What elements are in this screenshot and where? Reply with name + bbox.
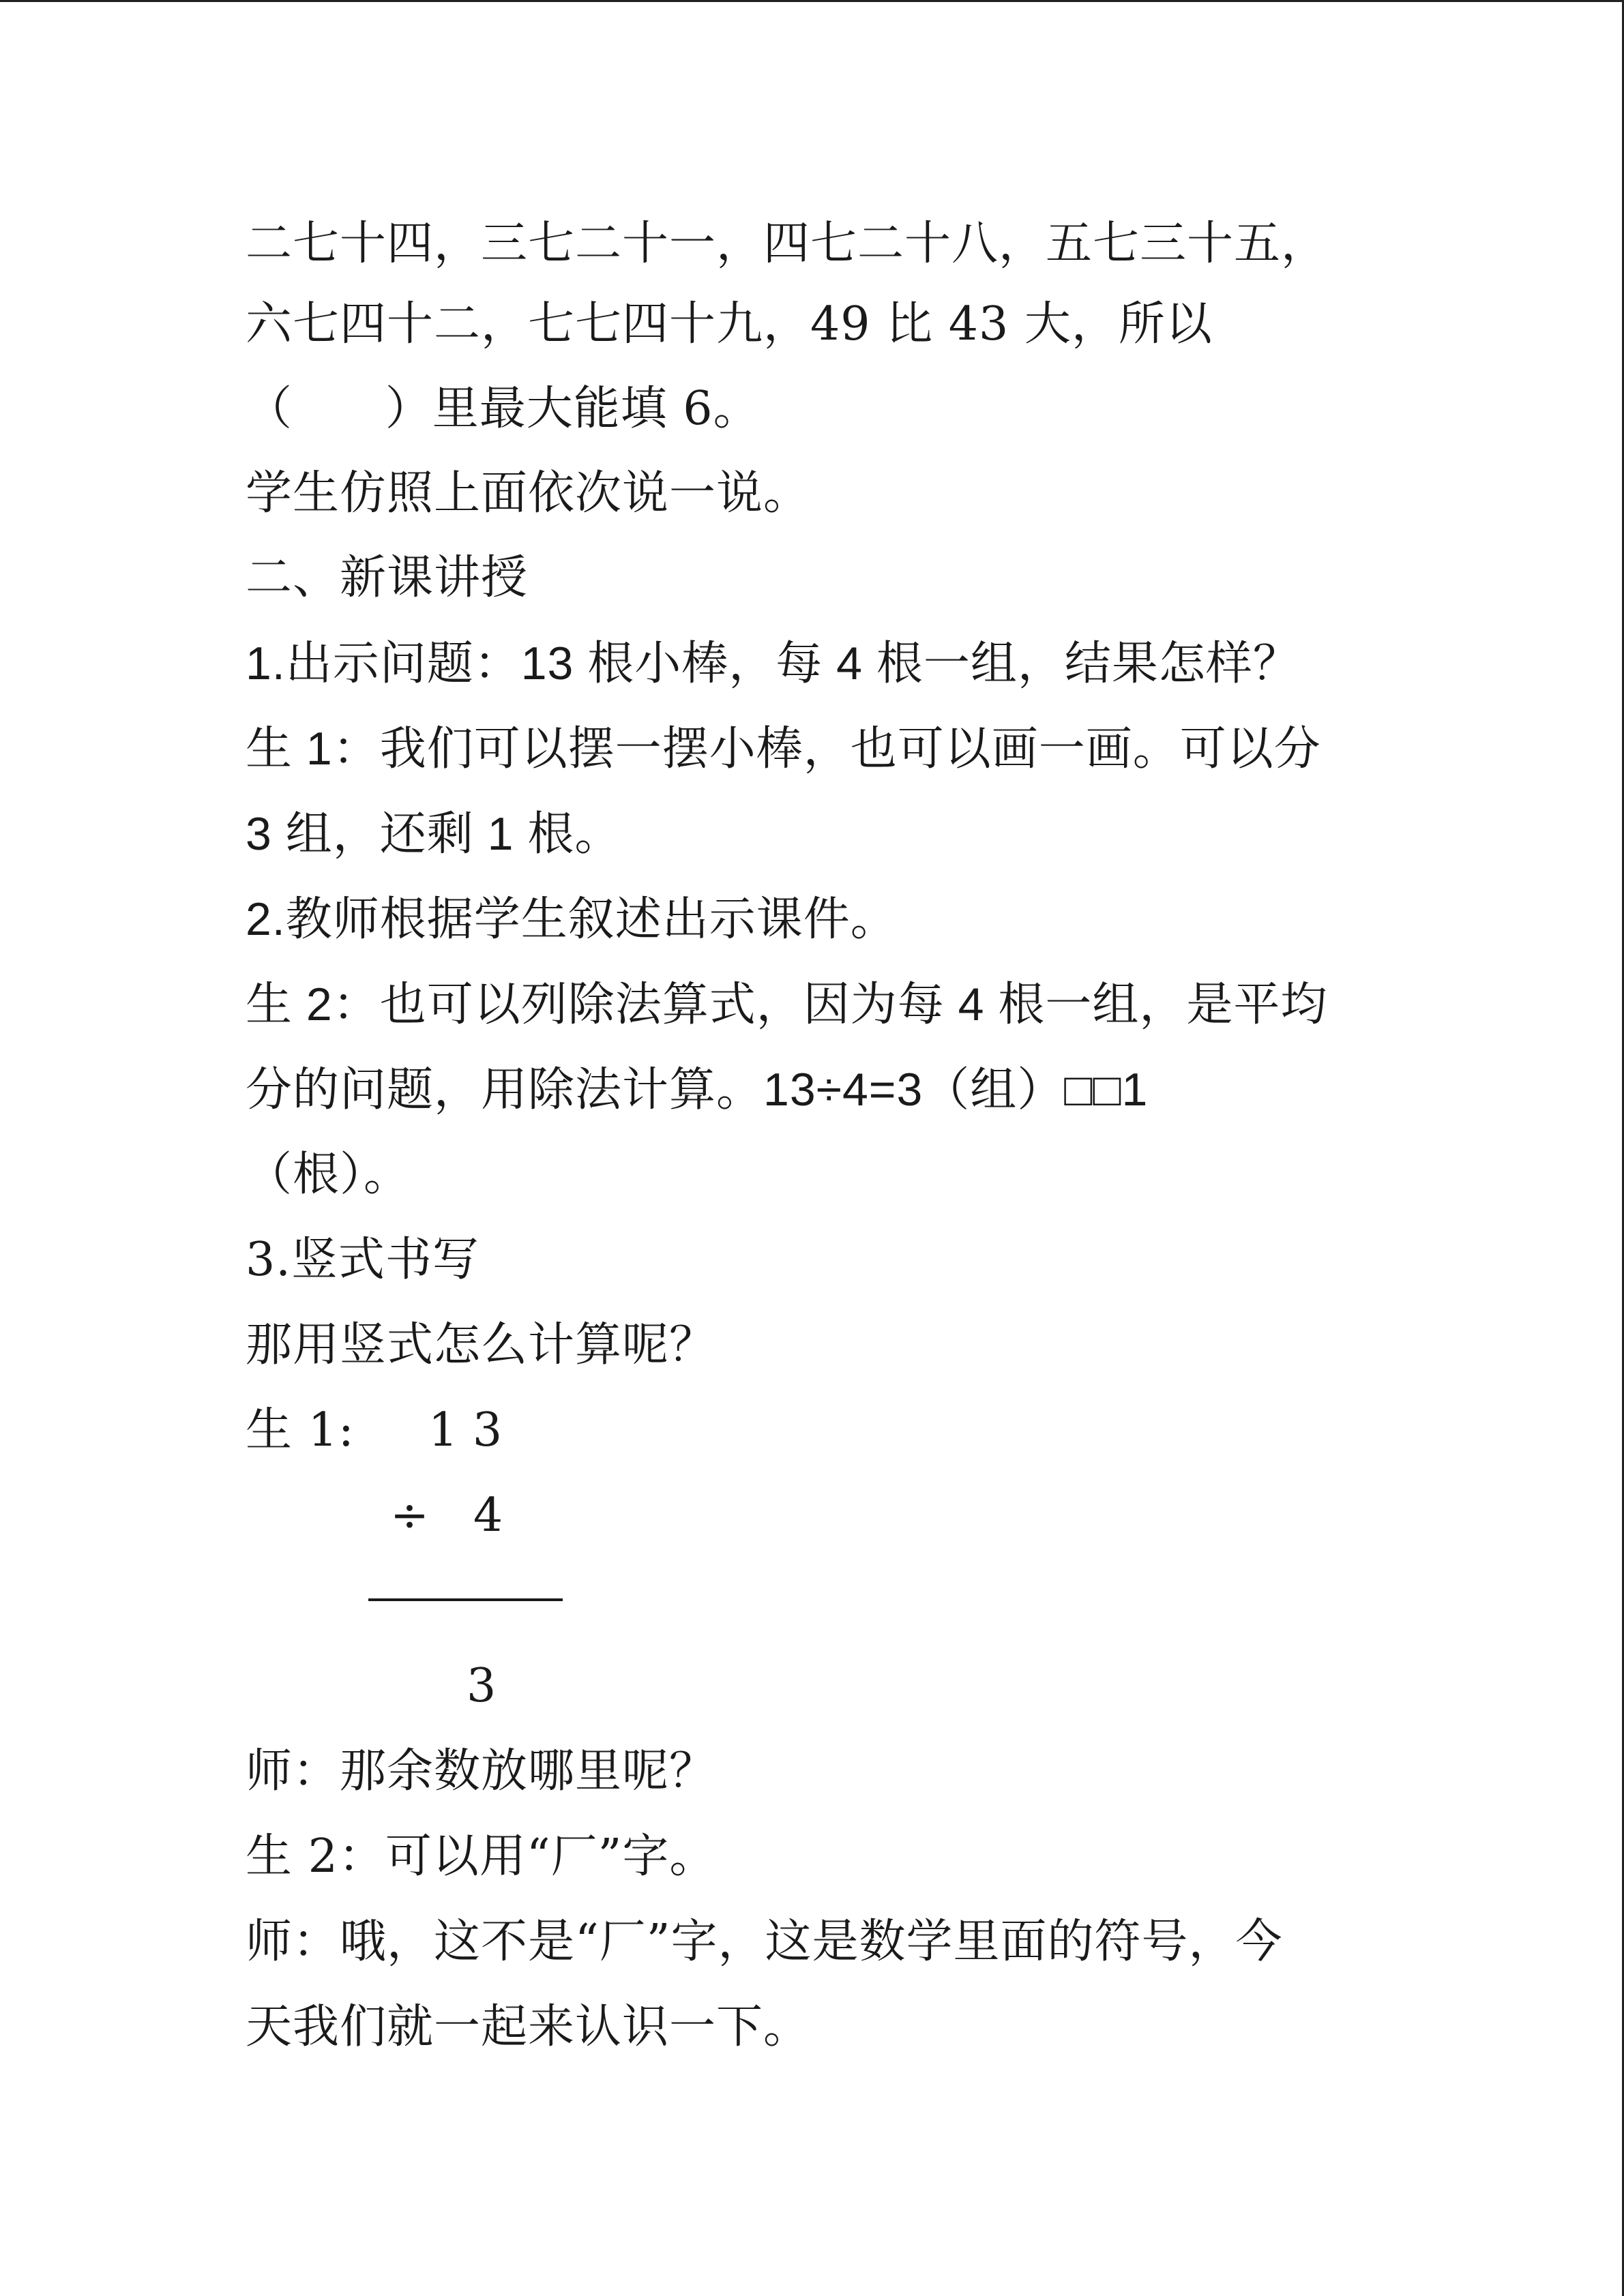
- section-heading: 二、新课讲授: [246, 551, 529, 605]
- text-line-17: 生 2：可以用“厂”字。: [246, 1830, 717, 1883]
- division-divisor: ÷ 4: [390, 1489, 503, 1542]
- text-line-10: 生 2：也可以列除法算式，因为每 4 根一组，是平均: [246, 979, 1328, 1030]
- text-line-14: 那用竖式怎么计算呢？: [246, 1318, 717, 1372]
- text-line-9: 2.教师根据学生叙述出示课件。: [246, 893, 898, 945]
- subsection-heading: 3.竖式书写: [246, 1233, 479, 1287]
- text-line-7: 生 1：我们可以摆一摆小棒，也可以画一画。可以分: [246, 723, 1321, 775]
- text-line-8: 3 组，还剩 1 根。: [246, 808, 622, 860]
- text-line-11: 分的问题，用除法计算。13÷4=3（组）□□1: [246, 1064, 1149, 1116]
- text-line-3: （ ）里最大能填 6。: [246, 382, 761, 436]
- text-line-2: 六七四十二，七七四十九，49 比 43 大，所以: [246, 297, 1213, 351]
- text-line-12: （根）。: [246, 1148, 411, 1202]
- division-dividend: 1 3: [428, 1403, 503, 1457]
- page-top-border: [0, 0, 1624, 2]
- division-quotient: 3: [467, 1659, 497, 1713]
- text-line-19: 天我们就一起来认识一下。: [246, 2000, 811, 2054]
- text-line-15: 生 1:: [246, 1403, 355, 1457]
- text-line-16: 师：那余数放哪里呢？: [246, 1744, 717, 1798]
- division-bar: [368, 1598, 563, 1601]
- text-line-18: 师：哦，这不是“厂”字，这是数学里面的符号，今: [246, 1915, 1283, 1969]
- text-line-6: 1.出示问题：13 根小棒，每 4 根一组，结果怎样？: [246, 638, 1300, 689]
- text-line-1: 二七十四，三七二十一，四七二十八，五七三十五，: [246, 217, 1329, 271]
- text-line-4: 学生仿照上面依次说一说。: [246, 466, 811, 520]
